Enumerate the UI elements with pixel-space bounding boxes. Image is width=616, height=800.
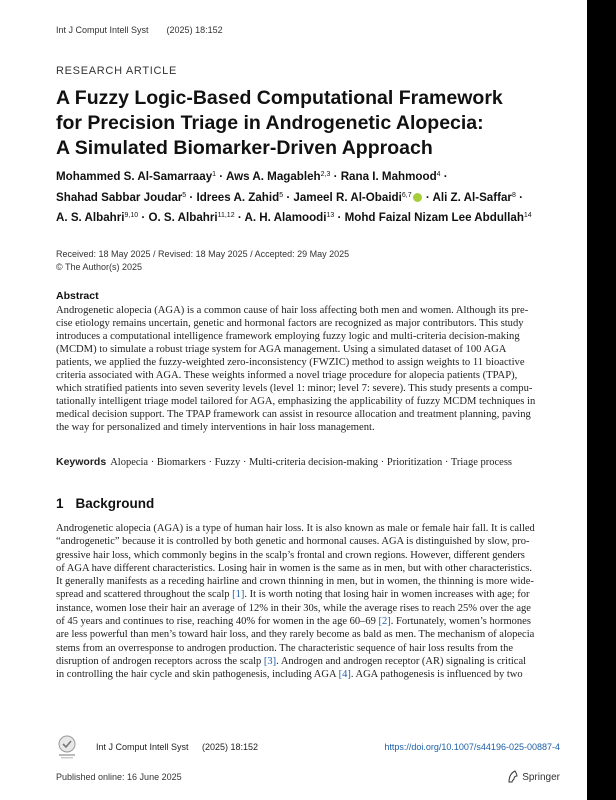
- body-text: . It is worth noting that losing hair in women increases with age; for: [244, 589, 530, 601]
- title-line: for Precision Triage in Androgenetic Alopecia:: [56, 112, 484, 134]
- body-line: [56, 628, 560, 641]
- published-date: Published online: 16 June 2025: [56, 772, 182, 782]
- author-affiliation: 13: [326, 212, 335, 219]
- title-line: A Fuzzy Logic-Based Computational Framework: [56, 87, 503, 109]
- abstract-line: the way for personalized and timely interventions in hair loss management.: [56, 422, 375, 433]
- abstract-line: patients, we applied the fuzzy-weighted zero-inconsistency (FWZIC) method to assign weights to 11 bioactive: [56, 357, 525, 368]
- abstract-line: criteria associated with AGA. These weights informed a novel triage procedure for alopecia patients (TPAP),: [56, 370, 518, 381]
- body-text: It generally manifests as a receding hairline and crown thinning in men, but in women, the thinning is more wide-: [56, 576, 534, 588]
- footer-journal: Int J Comput Intell Syst: [96, 742, 189, 752]
- body-text: . Fortunately, women’s hormones: [390, 616, 531, 628]
- author-line: Shahad Sabbar Joudar$^5$ · Idrees A. Zahid$^5$ · Jameel R. Al-Obaidi$^{6,7}$ · Ali Z. Al-Saffar$^8$ ·: [56, 190, 523, 204]
- body-text: in controlling the hair cycle and skin pathogenesis, including AGA: [56, 669, 339, 681]
- author-name[interactable]: Aws A. Magableh: [225, 170, 321, 183]
- citation-link[interactable]: [4]: [338, 669, 351, 681]
- doi-link[interactable]: https://doi.org/10.1007/s44196-025-00887-4: [384, 742, 560, 752]
- abstract-line: Androgenetic alopecia (AGA) is a common cause of hair loss affecting both men and women. Although its pre-: [56, 305, 529, 316]
- abstract-line: introduces a computational intelligence framework employing fuzzy logic and multi-criteria decision-making: [56, 331, 520, 342]
- author-name[interactable]: A. H. Alamoodi: [244, 211, 327, 224]
- author-name[interactable]: Shahad Sabbar Joudar: [56, 190, 183, 204]
- author-name[interactable]: O. S. Albahri: [148, 211, 218, 224]
- author-affiliation: 5: [182, 191, 187, 199]
- body-line: [56, 642, 560, 655]
- author-affiliation: 8: [511, 191, 516, 199]
- author-affiliation: 2,3: [320, 171, 331, 178]
- citation-link[interactable]: [3]: [263, 655, 277, 667]
- body-line: [56, 615, 560, 628]
- body-text: instance, women lose their hair an average of 12% in their 30s, while the average rises to reach 25% over the age: [56, 602, 531, 614]
- author-affiliation: 6,7: [401, 191, 412, 199]
- keywords: [56, 456, 512, 468]
- body-text: . AGA pathogenesis is influenced by two: [350, 669, 523, 681]
- body-text: are less powerful than men’s toward hair loss, and they rarely become as bald as men. The mechanism of alopecia: [56, 629, 535, 641]
- author-line: A. S. Albahri$^{9,10}$ · O. S. Albahri$^{11,12}$ · A. H. Alamoodi$^{13}$ · Mohd Faizal Nizam Lee Abdullah$^{14}$: [56, 211, 532, 224]
- author-affiliation: 4: [436, 171, 441, 178]
- citation-link[interactable]: [2]: [378, 616, 391, 628]
- body-text: of AGA have different characteristics. Losing hair in women is the same as in men, but with other characteristics.: [56, 562, 532, 574]
- body-text: “androgenetic” because it is controlled by both genetic and hormonal causes. AGA is distinguished by slow, pro-: [56, 536, 530, 548]
- running-header: [56, 25, 223, 35]
- body-text: gressive hair loss, which commonly begins in the scalp’s frontal and crown regions. However, different genders: [56, 549, 525, 561]
- title-line: A Simulated Biomarker-Driven Approach: [56, 137, 433, 159]
- page-footer: [56, 735, 560, 759]
- orcid-icon[interactable]: [413, 193, 422, 202]
- author-line: Mohammed S. Al-Samarraay$^1$ · Aws A. Magableh$^{2,3}$ · Rana I. Mahmood$^4$ ·: [56, 170, 448, 183]
- body-text: spread and scattered throughout the scalp: [56, 589, 233, 601]
- author-affiliation: 1: [212, 171, 217, 178]
- author-affiliation: 5: [279, 191, 284, 199]
- body-text: disruption of androgen receptors across the scalp: [56, 655, 264, 667]
- author-name[interactable]: A. S. Albahri: [56, 211, 125, 224]
- author-name[interactable]: Mohammed S. Al-Samarraay: [56, 170, 213, 183]
- publisher-name: Springer: [522, 772, 560, 783]
- body-text: of 45 years and continues to rise, reaching 40% for women in the age 60–69: [56, 616, 379, 628]
- author-name[interactable]: Rana I. Mahmood: [340, 170, 437, 183]
- article-title: [56, 86, 556, 161]
- abstract-body: [56, 304, 560, 434]
- abstract-line: which stratified patients into seven severity levels (level 1: minor; level 7: severe). This study presents a compu-: [56, 383, 533, 394]
- body-line: [56, 549, 560, 562]
- author-list: [56, 166, 576, 228]
- header-volume: (2025) 18:152: [166, 25, 223, 35]
- body-line: [56, 655, 560, 668]
- abstract-line: medical decision support. The TPAP framework can assist in resource allocation and treatment planning, paving: [56, 409, 531, 420]
- author-name[interactable]: Jameel R. Al-Obaidi: [293, 190, 402, 204]
- author-name[interactable]: Ali Z. Al-Saffar: [432, 190, 512, 204]
- publisher-logo: [507, 770, 560, 783]
- body-text: Androgenetic alopecia (AGA) is a type of human hair loss. It is also known as male or female hair fall. It is called: [56, 523, 535, 534]
- section-heading: [56, 496, 154, 511]
- history-dates: Received: 18 May 2025 / Revised: 18 May 2025 / Accepted: 29 May 2025: [56, 249, 350, 259]
- section-number: 1: [56, 496, 64, 511]
- article-type-label: RESEARCH ARTICLE: [56, 65, 178, 77]
- body-line: [56, 535, 560, 548]
- body-line: [56, 668, 560, 681]
- author-name[interactable]: Mohd Faizal Nizam Lee Abdullah: [344, 211, 524, 224]
- abstract-heading: Abstract: [56, 290, 99, 302]
- keywords-list: Alopecia · Biomarkers · Fuzzy · Multi-criteria decision-making · Prioritization · Triage process: [110, 457, 512, 468]
- body-line: [56, 522, 560, 535]
- section-title: Background: [75, 496, 155, 511]
- body-line: [56, 562, 560, 575]
- author-name[interactable]: Idrees A. Zahid: [196, 190, 280, 204]
- body-text: stems from an overresponse to androgen production. The characteristic sequence of hair loss results from the: [56, 642, 513, 654]
- check-for-updates-icon[interactable]: [56, 735, 78, 759]
- article-dates: [56, 248, 349, 273]
- keywords-label: Keywords: [56, 456, 107, 468]
- springer-horse-icon: [507, 770, 519, 783]
- author-affiliation: 9,10: [124, 212, 139, 219]
- body-line: [56, 575, 560, 588]
- body-line: [56, 602, 560, 615]
- section-body: [56, 522, 560, 682]
- abstract-line: tationally intelligent triage model tailored for AGA, emphasizing the applicability of fuzzy MCDM techniques in: [56, 396, 536, 407]
- footer-volume: (2025) 18:152: [202, 742, 259, 752]
- abstract-line: (MCDM) to simulate a robust triage system for AGA management. Using a simulated dataset of 100 AGA: [56, 344, 507, 355]
- author-affiliation: 11,12: [217, 212, 235, 219]
- body-line: [56, 588, 560, 601]
- citation-link[interactable]: [1]: [232, 589, 245, 601]
- copyright: © The Author(s) 2025: [56, 261, 143, 272]
- header-journal: Int J Comput Intell Syst: [56, 25, 149, 35]
- abstract-line: cise etiology remains uncertain, genetic and hormonal factors are recognized as major contributors. This study: [56, 318, 524, 329]
- body-text: . Androgen and androgen receptor (AR) signaling is critical: [276, 655, 527, 667]
- author-affiliation: 14: [523, 212, 532, 219]
